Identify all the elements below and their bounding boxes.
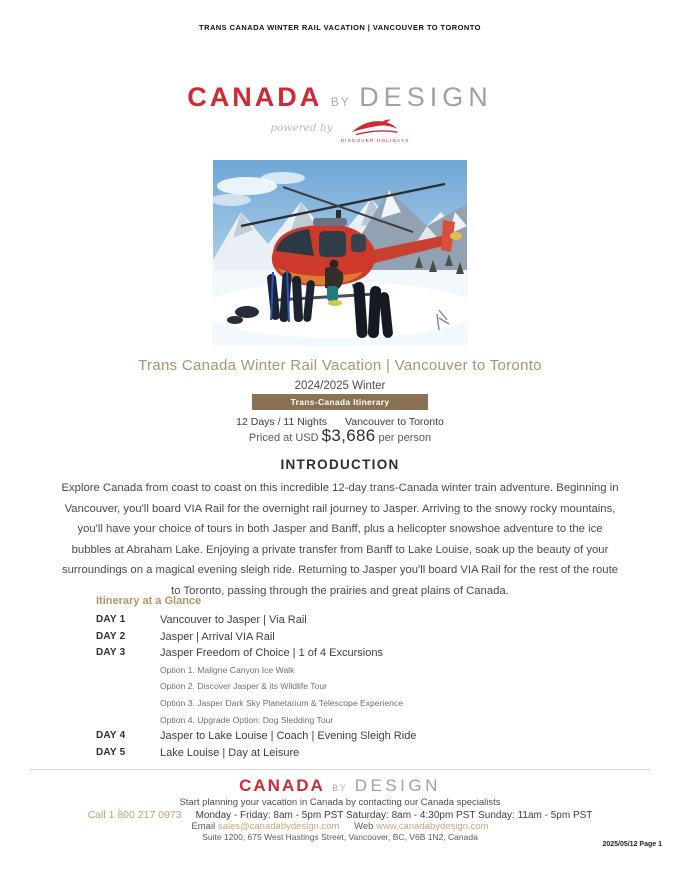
- itinerary-type-badge: Trans-Canada Itinerary: [252, 394, 428, 411]
- itinerary-row-option3: [96, 695, 596, 712]
- itinerary-row-option2: [96, 678, 596, 695]
- itinerary-row-day1: [96, 612, 596, 629]
- page-number: 2025/05/12 Page 1: [602, 841, 662, 848]
- hero-photo: [213, 160, 467, 346]
- powered-by-label: powered by: [270, 122, 333, 134]
- page-title: Trans Canada Winter Rail Vacation | Vancouver to Toronto: [138, 357, 542, 374]
- badge-row: [0, 392, 680, 410]
- trip-route: Vancouver to Toronto: [345, 416, 444, 428]
- partner-logo: [341, 118, 410, 144]
- itinerary-row-day2: [96, 629, 596, 646]
- itinerary-row-option4: [96, 712, 596, 729]
- season-label: 2024/2025 Winter: [294, 380, 386, 392]
- day-text: Vancouver to Jasper | Via Rail: [160, 614, 307, 626]
- brand-logo: [0, 82, 680, 113]
- option-text: Option 3. Jasper Dark Sky Planetarium & Telescope Experience: [160, 697, 403, 708]
- introduction-paragraph: Explore Canada from coast to coast on this incredible 12-day trans-Canada winter train adventure. Beginning in Vancouver, you'll board VIA Rail for the overnight rail journey to Jasper. Arriving to the snowy rocky mountains, you'll have your choice of tours in both Jasper and Banff, plus a helicopter snowshoe adventure to the ice bubbles at Abraham Lake. Enjoying a private transfer from Banff to Lake Louise, soak up the beauty of your surroundings on a magical evening sleigh ride. Returning to Jasper you'll board VIA Rail for the rest of the route to Toronto, passing through the prairies and great plains of Canada.: [61, 482, 619, 597]
- day-label: [96, 695, 160, 712]
- price-suffix: per person: [378, 432, 432, 444]
- footer-address: Suite 1200, 675 West Hastings Street, Vancouver, BC, V6B 1N2, Canada: [202, 832, 478, 842]
- web-link[interactable]: www.canadabydesign.com: [376, 821, 489, 832]
- trip-duration: 12 Days / 11 Nights: [236, 416, 327, 428]
- email-label: Email: [191, 821, 216, 832]
- powered-by-block: [0, 118, 680, 144]
- day-label: DAY 2: [96, 630, 126, 642]
- footer-email-web: [0, 821, 680, 832]
- day-text: Jasper | Arrival VIA Rail: [160, 630, 275, 643]
- office-hours: Monday - Friday: 8am - 5pm PST Saturday: 8am - 4:30pm PST Sunday: 11am - 5pm PST: [195, 810, 593, 821]
- brand-by: BY: [330, 95, 351, 109]
- day-label: [96, 678, 160, 695]
- phone-link[interactable]: Call 1 800 217 0973: [87, 809, 182, 821]
- footer-brand-logo: [0, 776, 680, 796]
- brand-design: DESIGN: [359, 82, 493, 112]
- footer-brand-canada: CANADA: [239, 776, 325, 795]
- day-label: [96, 712, 160, 729]
- day-label: DAY 3: [96, 647, 126, 659]
- day-label: DAY 1: [96, 614, 126, 625]
- itinerary-row-day3: [96, 645, 596, 662]
- itinerary-heading: Itinerary at a Glance: [96, 595, 202, 607]
- day-text: Lake Louise | Day at Leisure: [160, 746, 300, 759]
- footer-brand-design: DESIGN: [354, 776, 441, 795]
- footer-brand-by: BY: [332, 783, 348, 793]
- web-label: Web: [354, 821, 374, 832]
- running-header: TRANS CANADA WINTER RAIL VACATION | VANCOUVER TO TORONTO: [199, 23, 481, 32]
- day-label: DAY 4: [96, 730, 126, 742]
- day-label: [96, 662, 160, 679]
- footer-tagline: Start planning your vacation in Canada by contacting our Canada specialists: [179, 797, 501, 808]
- option-text: Option 2. Discover Jasper & its Wildlife Tour: [160, 681, 328, 692]
- day-text: Jasper Freedom of Choice | 1 of 4 Excursions: [160, 647, 383, 660]
- option-text: Option 1. Maligne Canyon Ice Walk: [160, 664, 295, 675]
- brand-canada: CANADA: [187, 82, 323, 112]
- itinerary-list: [96, 612, 596, 761]
- helicopter-snow-photo: [213, 160, 467, 346]
- option-text: Option 4. Upgrade Option: Dog Sledding Tour: [160, 714, 334, 725]
- partner-name: DISCOVER HOLIDAYS: [340, 139, 410, 144]
- introduction-heading: INTRODUCTION: [280, 457, 400, 472]
- discover-holidays-swoosh-icon: [349, 118, 401, 138]
- day-text: Jasper to Lake Louise | Coach | Evening Sleigh Ride: [160, 730, 417, 743]
- price-prefix: Priced at USD: [248, 432, 319, 444]
- price-line: [0, 426, 680, 446]
- itinerary-row-option1: [96, 662, 596, 679]
- footer-divider: [30, 769, 650, 770]
- day-label: DAY 5: [96, 746, 126, 758]
- price-amount: $3,686: [321, 426, 376, 445]
- footer-contact-hours: [0, 809, 680, 821]
- email-link[interactable]: sales@canadabydesign.com: [217, 821, 340, 832]
- itinerary-row-day4: [96, 728, 596, 745]
- itinerary-row-day5: [96, 745, 596, 762]
